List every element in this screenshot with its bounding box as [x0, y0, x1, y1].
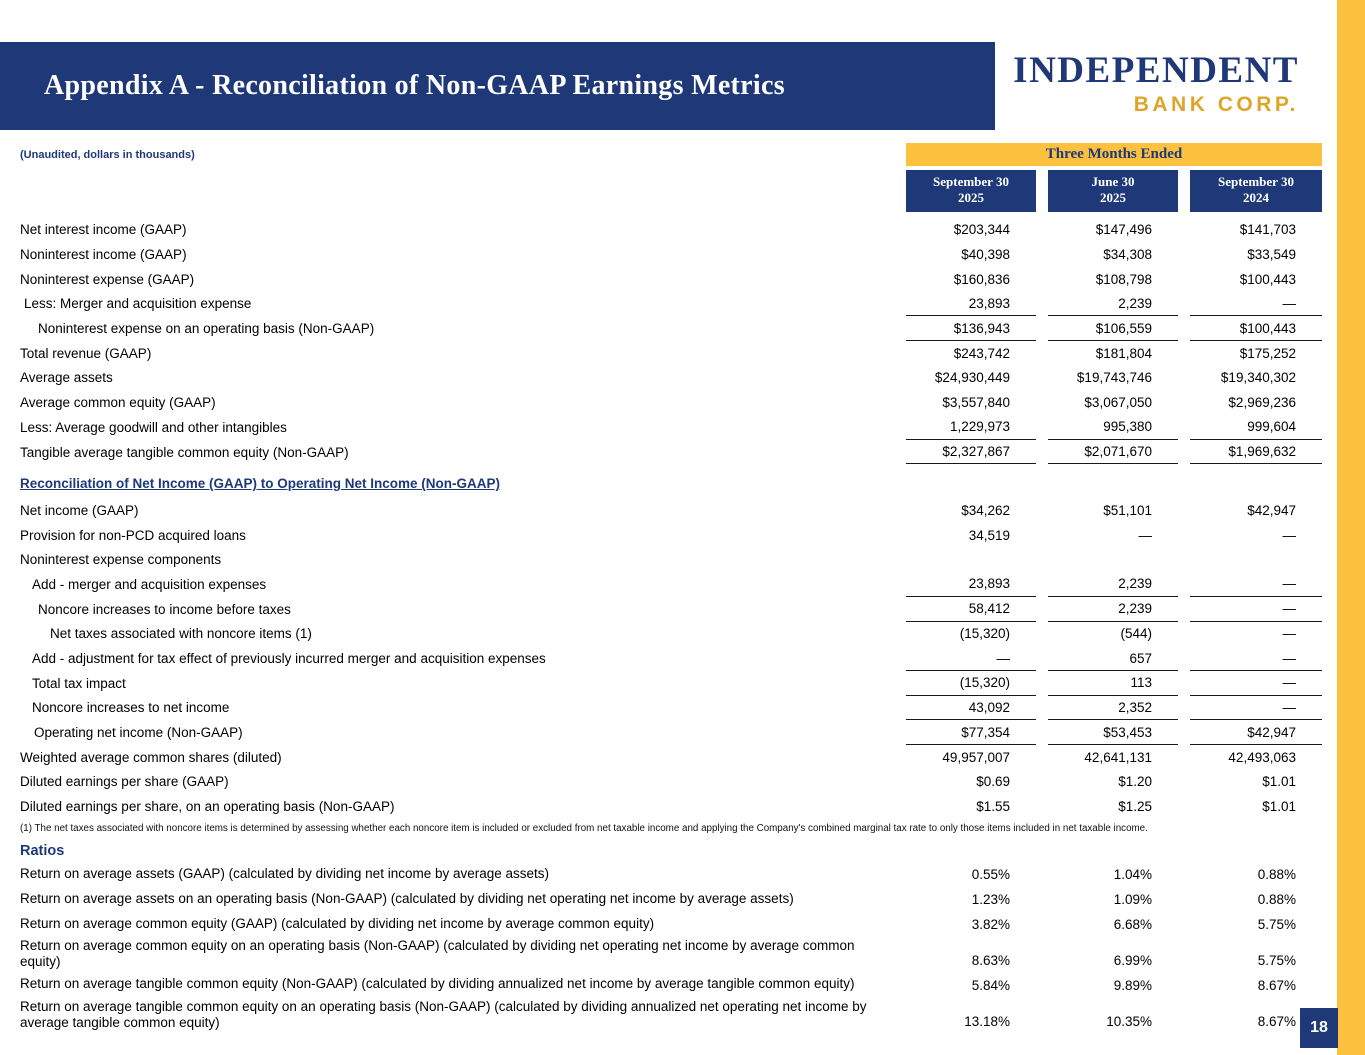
row-value: $77,354 [906, 720, 1036, 745]
row-value: $243,742 [953, 345, 1010, 361]
row-label: Noninterest expense components [20, 552, 222, 568]
row-value: 13.18% [964, 1013, 1010, 1029]
row-value: 1.23% [971, 892, 1010, 907]
row-label: Net interest income (GAAP) [20, 222, 187, 238]
row-value: — [1190, 292, 1322, 317]
row-label: Average assets [20, 370, 113, 386]
row-label: Weighted average common shares (diluted) [20, 749, 282, 765]
row-label: Return on average tangible common equity on an operating basis (Non-GAAP) (calculated by dividing annualized net operating net income by average tangible common equity) [20, 998, 867, 1030]
table-row [20, 794, 1322, 819]
row-value: 0.55% [971, 867, 1010, 882]
table-row [20, 498, 1322, 523]
row-value: $147,496 [1095, 222, 1152, 238]
table-row [20, 523, 1322, 548]
row-value: — [1190, 696, 1322, 721]
row-value: 2,239 [1048, 292, 1178, 317]
table-row [20, 267, 1322, 292]
row-value: 1.09% [1113, 892, 1152, 907]
row-value: 8.67% [1257, 977, 1296, 993]
row-value: 43,092 [906, 696, 1036, 721]
row-value: (15,320) [906, 671, 1036, 696]
table-row [20, 770, 1322, 795]
row-label: Diluted earnings per share, on an operating basis (Non-GAAP) [20, 799, 395, 815]
row-value: $106,559 [1048, 316, 1178, 341]
table-row [20, 572, 1322, 597]
column-header-row [20, 166, 1322, 212]
table-row [20, 720, 1322, 745]
row-value: $34,262 [961, 502, 1010, 518]
row-value: $1.01 [1262, 799, 1296, 815]
row-value: (544) [1120, 626, 1152, 642]
row-value: 58,412 [906, 597, 1036, 622]
row-value: $2,071,670 [1048, 440, 1178, 465]
table-row [20, 646, 1322, 671]
section-heading-row [20, 471, 1322, 496]
row-label: Reconciliation of Net Income (GAAP) to Operating Net Income (Non-GAAP) [20, 476, 501, 492]
row-value: — [1282, 527, 1296, 543]
table-row [20, 366, 1322, 391]
ratio-rows [20, 861, 1322, 1033]
table-row [20, 671, 1322, 696]
row-label: Return on average common equity on an operating basis (Non-GAAP) (calculated by dividing net operating net income by average common equity) [20, 938, 855, 969]
row-label: Less: Merger and acquisition expense [24, 296, 252, 312]
row-value [906, 471, 1036, 496]
row-value: 3.82% [971, 917, 1010, 932]
row-value: — [1282, 626, 1296, 642]
table-row [20, 997, 1322, 1033]
ratios-heading: Ratios [20, 843, 65, 859]
row-label: Noncore increases to income before taxes [38, 601, 291, 617]
row-value: $136,943 [906, 316, 1036, 341]
row-value: $53,453 [1048, 720, 1178, 745]
logo-bank-corp: BANK CORP. [1133, 93, 1299, 116]
row-label: Return on average assets on an operating basis (Non-GAAP) (calculated by dividing net operating net income by average assets) [20, 890, 794, 906]
row-value: 2,352 [1048, 696, 1178, 721]
row-value: $3,557,840 [942, 395, 1010, 411]
unaudited-note: (Unaudited, dollars in thousands) [20, 149, 195, 161]
row-value: $0.69 [976, 774, 1010, 790]
table-row [20, 886, 1322, 911]
table-row [20, 972, 1322, 997]
row-value: $3,067,050 [1084, 395, 1152, 411]
row-value: $141,703 [1239, 222, 1296, 238]
row-value: 34,519 [968, 527, 1010, 543]
row-label: Noninterest income (GAAP) [20, 247, 187, 263]
row-value: — [1190, 671, 1322, 696]
row-value: $1,969,632 [1190, 440, 1322, 465]
row-value: 2,239 [1048, 572, 1178, 597]
row-value: $19,743,746 [1076, 370, 1152, 386]
gold-accent-stripe [1337, 0, 1365, 1055]
row-label: Add - adjustment for tax effect of previously incurred merger and acquisition expenses [32, 651, 546, 667]
row-value: $1.55 [976, 799, 1010, 815]
row-value: 657 [1048, 646, 1178, 671]
row-value: 6.99% [1113, 952, 1152, 968]
row-value: 8.63% [971, 952, 1010, 968]
table-row [20, 861, 1322, 886]
row-value: — [1138, 527, 1152, 543]
table-row [20, 341, 1322, 366]
row-label: Return on average tangible common equity (Non-GAAP) (calculated by dividing annualized net income by average tangible common equity) [20, 976, 855, 992]
table-row [20, 547, 1322, 572]
row-value: 1,229,973 [906, 415, 1036, 440]
row-label: Total tax impact [32, 675, 126, 691]
table-row [20, 316, 1322, 341]
row-value: $42,947 [1247, 502, 1296, 518]
row-value: $42,947 [1190, 720, 1322, 745]
row-value: 6.68% [1113, 917, 1152, 932]
row-value: $108,798 [1095, 271, 1152, 287]
period-header-row [20, 143, 1322, 166]
row-value: $51,101 [1103, 502, 1152, 518]
table-row [20, 696, 1322, 721]
table-row [20, 415, 1322, 440]
row-value: 10.35% [1106, 1013, 1152, 1029]
row-value [1190, 471, 1322, 496]
page-number: 18 [1300, 1008, 1338, 1048]
table-row [20, 745, 1322, 770]
table-row [20, 622, 1322, 647]
row-label: Noninterest expense on an operating basis (Non-GAAP) [38, 321, 375, 337]
table-row [20, 597, 1322, 622]
row-value: — [1190, 572, 1322, 597]
row-value [906, 547, 1036, 572]
row-value: 5.84% [971, 977, 1010, 993]
footnote: (1) The net taxes associated with noncore items is determined by assessing whether each noncore item is included or excluded from net taxable income and applying the Company's combined marginal tax rate to only those items included in net taxable income. [20, 823, 1148, 834]
title-band [0, 42, 995, 130]
table-row [20, 911, 1322, 936]
row-value: 995,380 [1048, 415, 1178, 440]
row-value: $40,398 [961, 247, 1010, 263]
column-header-sep-2025: September 30 2025 [906, 170, 1036, 212]
row-value: $2,327,867 [906, 440, 1036, 465]
table-row [20, 390, 1322, 415]
row-label: Less: Average goodwill and other intangibles [20, 419, 287, 435]
row-value: $203,344 [953, 222, 1010, 238]
row-value [1048, 471, 1178, 496]
row-value: — [1190, 597, 1322, 622]
row-value: $24,930,449 [934, 370, 1010, 386]
row-label: Noninterest expense (GAAP) [20, 271, 195, 287]
row-label: Return on average assets (GAAP) (calculated by dividing net income by average assets) [20, 865, 550, 881]
row-label: Total revenue (GAAP) [20, 345, 152, 361]
row-value: $1.01 [1262, 774, 1296, 790]
table-row [20, 218, 1322, 243]
row-value: 23,893 [906, 572, 1036, 597]
company-logo [1013, 52, 1299, 116]
row-value: $19,340,302 [1220, 370, 1296, 386]
row-value: $181,804 [1095, 345, 1152, 361]
row-value: 1.04% [1113, 867, 1152, 882]
row-value: (15,320) [959, 626, 1010, 642]
reconciliation-table [20, 143, 1322, 1033]
row-value: $100,443 [1239, 271, 1296, 287]
row-value: 2,239 [1048, 597, 1178, 622]
row-value: $1.25 [1118, 799, 1152, 815]
row-value: 5.75% [1257, 952, 1296, 968]
row-value: $34,308 [1103, 247, 1152, 263]
row-value: 5.75% [1257, 917, 1296, 932]
row-value: 8.67% [1257, 1013, 1296, 1029]
row-label: Diluted earnings per share (GAAP) [20, 774, 229, 790]
table-rows [20, 218, 1322, 820]
row-label: Average common equity (GAAP) [20, 395, 216, 411]
row-value: $2,969,236 [1228, 395, 1296, 411]
table-row [20, 936, 1322, 972]
row-label: Provision for non-PCD acquired loans [20, 527, 246, 543]
row-value: $160,836 [953, 271, 1010, 287]
row-value: $175,252 [1239, 345, 1296, 361]
row-value: 9.89% [1113, 977, 1152, 993]
column-header-sep-2024: September 30 2024 [1190, 170, 1322, 212]
row-label: Noncore increases to net income [32, 700, 230, 716]
table-row [20, 292, 1322, 317]
row-value: 999,604 [1190, 415, 1322, 440]
row-value: $100,443 [1190, 316, 1322, 341]
table-row [20, 440, 1322, 465]
logo-independent: INDEPENDENT [1013, 50, 1299, 91]
row-value: $1.20 [1118, 774, 1152, 790]
row-value: — [1190, 646, 1322, 671]
row-value [1048, 547, 1178, 572]
row-value: 23,893 [906, 292, 1036, 317]
period-header: Three Months Ended [906, 143, 1322, 166]
row-label: Net income (GAAP) [20, 502, 139, 518]
row-value: 42,493,063 [1228, 749, 1296, 765]
row-label: Return on average common equity (GAAP) (calculated by dividing net income by average common equity) [20, 915, 655, 931]
row-value: 0.88% [1257, 892, 1296, 907]
row-label: Tangible average tangible common equity (Non-GAAP) [20, 444, 349, 460]
row-value: 0.88% [1257, 867, 1296, 882]
row-value: 42,641,131 [1084, 749, 1152, 765]
row-value: — [906, 646, 1036, 671]
row-label: Net taxes associated with noncore items (1) [50, 626, 312, 642]
row-value: 49,957,007 [942, 749, 1010, 765]
row-value: $33,549 [1247, 247, 1296, 263]
row-label: Add - merger and acquisition expenses [32, 576, 267, 592]
row-label: Operating net income (Non-GAAP) [34, 725, 243, 741]
page-title: Appendix A - Reconciliation of Non-GAAP Earnings Metrics [44, 70, 785, 101]
column-header-jun-2025: June 30 2025 [1048, 170, 1178, 212]
table-row [20, 242, 1322, 267]
row-value [1190, 547, 1322, 572]
row-value: 113 [1048, 671, 1178, 696]
